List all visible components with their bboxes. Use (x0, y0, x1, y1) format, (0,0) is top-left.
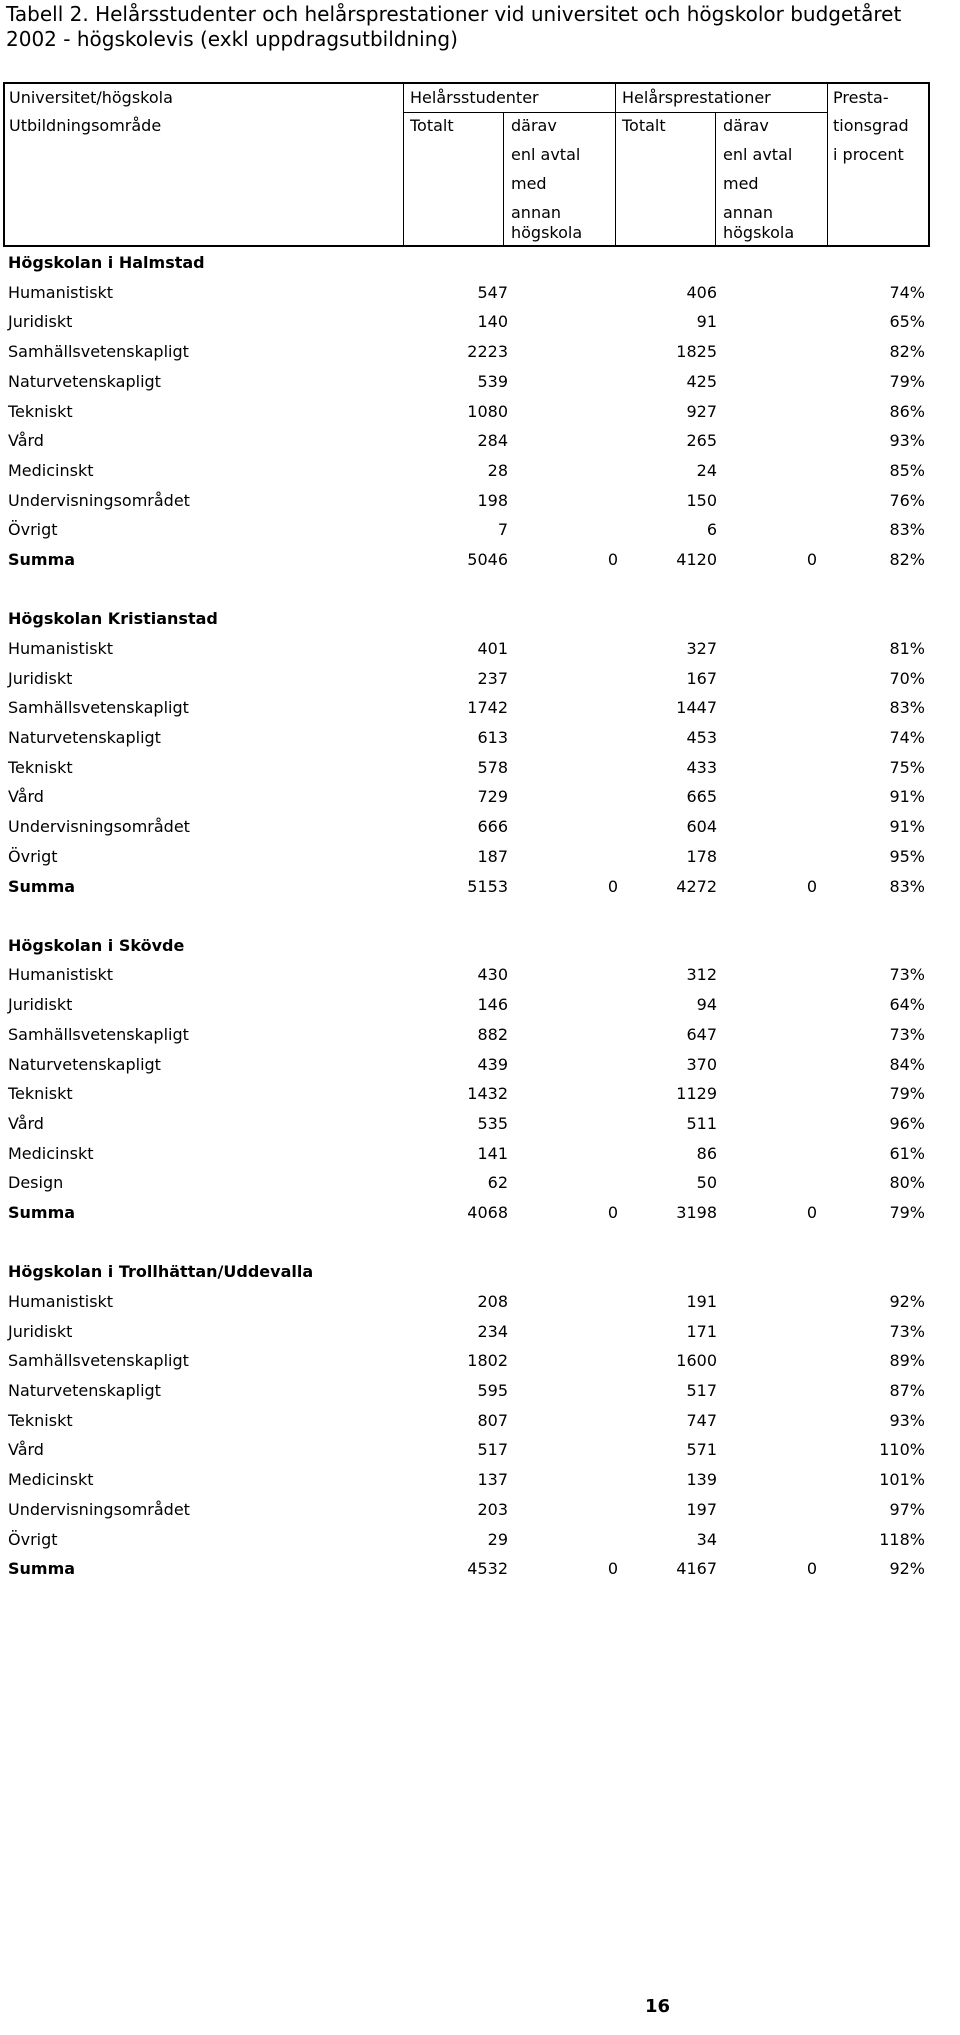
cell-hpr-total: 327 (686, 638, 717, 658)
col-header-sub: annan (511, 203, 562, 222)
cell-prestationsgrad: 74% (889, 282, 925, 302)
cell-prestationsgrad: 80% (889, 1173, 925, 1193)
cell-prestationsgrad: 79% (889, 371, 925, 391)
header-divider (615, 84, 616, 245)
cell-prestationsgrad: 91% (889, 787, 925, 807)
table-row (0, 1495, 960, 1525)
col-header-sub: annan (723, 203, 774, 222)
cell-hst-total: 5153 (467, 876, 508, 896)
cell-prestationsgrad: 74% (889, 728, 925, 747)
table-row (0, 1317, 960, 1347)
cell-prestationsgrad: 118% (879, 1529, 925, 1549)
cell-hpr-total: 265 (686, 431, 717, 451)
col-header-helarsprestationer: Helårsprestationer (622, 88, 771, 107)
table-row (0, 1109, 960, 1139)
table-row (0, 960, 960, 990)
summary-row (0, 545, 960, 575)
table-row (0, 1139, 960, 1169)
cell-hst-total: 198 (477, 490, 508, 510)
table-row (0, 1168, 960, 1198)
row-label: Humanistiskt (8, 282, 114, 302)
row-label: Samhällsvetenskapligt (8, 698, 189, 718)
cell-hst-total: 2223 (467, 342, 508, 362)
section-header (0, 248, 960, 278)
col-header-prestationsgrad: Presta- (833, 88, 889, 107)
cell-hpr-total: 24 (696, 460, 717, 480)
cell-hpr-total: 1600 (676, 1351, 717, 1371)
row-label: Tekniskt (8, 1084, 73, 1104)
cell-hpr-total: 6 (706, 520, 717, 540)
cell-hpr-total: 1447 (676, 698, 717, 718)
cell-prestationsgrad: 92% (889, 1559, 925, 1579)
cell-hst-total: 1080 (467, 401, 508, 421)
table-row (0, 723, 960, 753)
table-row (0, 753, 960, 783)
cell-hpr-total: 453 (686, 728, 717, 747)
row-label: Undervisningsområdet (8, 817, 190, 837)
table-row (0, 337, 960, 367)
cell-prestationsgrad: 64% (889, 995, 925, 1015)
cell-hst-total: 439 (477, 1054, 508, 1074)
cell-hst-total: 5046 (467, 550, 508, 569)
cell-hst-total: 141 (477, 1143, 508, 1163)
row-label: Övrigt (8, 520, 58, 540)
cell-hst-total: 666 (477, 817, 508, 837)
cell-hst-total: 517 (477, 1440, 508, 1460)
cell-hpr-total: 517 (686, 1381, 717, 1400)
table-row (0, 1287, 960, 1317)
row-label: Undervisningsområdet (8, 1499, 190, 1519)
section-header (0, 604, 960, 634)
cell-hpr-total: 1129 (676, 1084, 717, 1104)
row-label: Design (8, 1173, 64, 1193)
row-label: Summa (8, 550, 76, 569)
cell-hst-total: 146 (477, 995, 508, 1015)
cell-hst-total: 203 (477, 1499, 508, 1519)
cell-hpr-total: 747 (686, 1410, 717, 1430)
row-label: Medicinskt (8, 1143, 94, 1163)
row-label: Juridiskt (8, 995, 73, 1015)
table-title: Tabell 2. Helårsstudenter och helårsprestationer vid universitet och högskolor budgetåret 2002 - högskolevis (exkl uppdragsutbildning) (6, 2, 902, 51)
table-row (0, 367, 960, 397)
table-row (0, 1376, 960, 1406)
cell-prestationsgrad: 110% (879, 1440, 925, 1460)
row-label: Tekniskt (8, 401, 73, 421)
row-label: Vård (8, 1440, 44, 1460)
row-label: Juridiskt (8, 1321, 73, 1341)
table-row (0, 664, 960, 694)
section-header (0, 1257, 960, 1287)
cell-hst-total: 613 (477, 728, 508, 747)
section-header (0, 931, 960, 961)
cell-prestationsgrad: 61% (889, 1143, 925, 1163)
table-row (0, 397, 960, 427)
col-header-area: Utbildningsområde (9, 116, 162, 135)
table-row (0, 990, 960, 1020)
col-header-prestationsgrad: i procent (833, 145, 904, 164)
cell-hpr-total: 167 (686, 668, 717, 688)
cell-hst-total: 62 (487, 1173, 508, 1193)
table-row (0, 1525, 960, 1555)
section-title: Högskolan i Halmstad (8, 253, 205, 272)
cell-hst-total: 1432 (467, 1084, 508, 1104)
row-label: Tekniskt (8, 1410, 73, 1430)
table-row (0, 456, 960, 486)
header-divider (827, 84, 828, 245)
table-row (0, 1465, 960, 1495)
cell-prestationsgrad: 83% (889, 520, 925, 540)
row-label: Samhällsvetenskapligt (8, 342, 189, 362)
row-label: Humanistiskt (8, 965, 114, 985)
table-row (0, 1435, 960, 1465)
header-divider (503, 112, 504, 245)
cell-hpr-total: 571 (686, 1440, 717, 1460)
cell-hst-total: 137 (477, 1470, 508, 1490)
cell-hst-darav: 0 (607, 550, 618, 569)
cell-prestationsgrad: 86% (889, 401, 925, 421)
summary-row (0, 1554, 960, 1584)
cell-hst-total: 7 (497, 520, 508, 540)
cell-hpr-total: 433 (686, 757, 717, 777)
row-label: Övrigt (8, 1529, 58, 1549)
cell-prestationsgrad: 79% (889, 1203, 925, 1222)
cell-prestationsgrad: 75% (889, 757, 925, 777)
col-header-prestationsgrad: tionsgrad (833, 116, 909, 135)
cell-prestationsgrad: 91% (889, 817, 925, 837)
cell-hst-total: 547 (477, 282, 508, 302)
cell-hpr-total: 4120 (676, 550, 717, 569)
table-row (0, 1079, 960, 1109)
row-label: Naturvetenskapligt (8, 1054, 161, 1074)
cell-hpr-total: 4272 (676, 876, 717, 896)
cell-prestationsgrad: 81% (889, 638, 925, 658)
table-row (0, 1406, 960, 1436)
cell-prestationsgrad: 89% (889, 1351, 925, 1371)
cell-hst-total: 234 (477, 1321, 508, 1341)
cell-prestationsgrad: 95% (889, 846, 925, 866)
cell-hst-total: 187 (477, 846, 508, 866)
cell-hst-total: 578 (477, 757, 508, 777)
cell-prestationsgrad: 101% (879, 1470, 925, 1490)
cell-hst-total: 140 (477, 312, 508, 332)
col-header-sub: med (723, 174, 759, 193)
cell-prestationsgrad: 83% (889, 876, 925, 896)
row-label: Humanistiskt (8, 1291, 114, 1311)
cell-hst-total: 1742 (467, 698, 508, 718)
cell-prestationsgrad: 82% (889, 550, 925, 569)
cell-hpr-total: 4167 (676, 1559, 717, 1579)
table-row (0, 812, 960, 842)
col-header-sub: högskola (511, 223, 583, 242)
cell-prestationsgrad: 70% (889, 668, 925, 688)
col-header-darav: därav (511, 116, 557, 135)
cell-prestationsgrad: 73% (889, 1321, 925, 1341)
table-row (0, 1020, 960, 1050)
cell-hst-total: 807 (477, 1410, 508, 1430)
cell-hpr-total: 91 (696, 312, 717, 332)
row-label: Naturvetenskapligt (8, 371, 161, 391)
cell-hst-total: 430 (477, 965, 508, 985)
cell-prestationsgrad: 73% (889, 1024, 925, 1044)
header-divider (715, 112, 716, 245)
cell-hpr-total: 312 (686, 965, 717, 985)
cell-hpr-total: 50 (696, 1173, 717, 1193)
cell-prestationsgrad: 85% (889, 460, 925, 480)
row-label: Naturvetenskapligt (8, 1381, 161, 1400)
header-divider (403, 112, 827, 113)
row-label: Undervisningsområdet (8, 490, 190, 510)
cell-hst-total: 29 (487, 1529, 508, 1549)
row-label: Summa (8, 876, 76, 896)
table-row (0, 515, 960, 545)
cell-hpr-darav: 0 (806, 550, 817, 569)
cell-hpr-total: 927 (686, 401, 717, 421)
row-label: Samhällsvetenskapligt (8, 1024, 189, 1044)
cell-prestationsgrad: 79% (889, 1084, 925, 1104)
cell-prestationsgrad: 93% (889, 431, 925, 451)
cell-hst-total: 882 (477, 1024, 508, 1044)
cell-prestationsgrad: 84% (889, 1054, 925, 1074)
cell-hpr-total: 647 (686, 1024, 717, 1044)
cell-hst-total: 284 (477, 431, 508, 451)
cell-hpr-total: 94 (696, 995, 717, 1015)
cell-hpr-total: 191 (686, 1291, 717, 1311)
table-row (0, 307, 960, 337)
col-header-totalt: Totalt (622, 116, 666, 135)
cell-hpr-total: 1825 (676, 342, 717, 362)
row-label: Juridiskt (8, 668, 73, 688)
cell-hst-darav: 0 (607, 1559, 618, 1579)
cell-hst-total: 595 (477, 1381, 508, 1400)
cell-hst-darav: 0 (607, 876, 618, 896)
cell-hpr-darav: 0 (806, 1559, 817, 1579)
cell-prestationsgrad: 76% (889, 490, 925, 510)
table-row (0, 782, 960, 812)
cell-hst-total: 539 (477, 371, 508, 391)
row-label: Humanistiskt (8, 638, 114, 658)
cell-hpr-total: 86 (696, 1143, 717, 1163)
row-label: Samhällsvetenskapligt (8, 1351, 189, 1371)
cell-hpr-total: 511 (686, 1113, 717, 1133)
cell-hpr-total: 406 (686, 282, 717, 302)
section-title: Högskolan i Skövde (8, 935, 185, 955)
cell-hst-total: 1802 (467, 1351, 508, 1371)
table-row (0, 486, 960, 516)
col-header-helarsstudenter: Helårsstudenter (410, 88, 539, 107)
table-row (0, 278, 960, 308)
table-row (0, 634, 960, 664)
col-header-sub: enl avtal (723, 145, 793, 164)
table-header (3, 82, 930, 247)
row-label: Tekniskt (8, 757, 73, 777)
table-row (0, 1346, 960, 1376)
col-header-totalt: Totalt (410, 116, 454, 135)
col-header-sub: enl avtal (511, 145, 581, 164)
cell-hst-total: 237 (477, 668, 508, 688)
cell-hpr-total: 604 (686, 817, 717, 837)
row-label: Vård (8, 1113, 44, 1133)
cell-hpr-darav: 0 (806, 876, 817, 896)
cell-hpr-total: 171 (686, 1321, 717, 1341)
cell-prestationsgrad: 83% (889, 698, 925, 718)
cell-hpr-total: 3198 (676, 1203, 717, 1222)
col-header-sub: högskola (723, 223, 795, 242)
table-row (0, 426, 960, 456)
header-divider (403, 84, 404, 245)
table-row (0, 842, 960, 872)
cell-prestationsgrad: 96% (889, 1113, 925, 1133)
cell-prestationsgrad: 82% (889, 342, 925, 362)
cell-hst-total: 4068 (467, 1203, 508, 1222)
cell-hst-total: 208 (477, 1291, 508, 1311)
summary-row (0, 1198, 960, 1228)
row-label: Juridiskt (8, 312, 73, 332)
row-label: Summa (8, 1559, 76, 1579)
cell-hst-total: 401 (477, 638, 508, 658)
row-label: Medicinskt (8, 460, 94, 480)
section-title: Högskolan Kristianstad (8, 609, 218, 629)
cell-hpr-total: 34 (696, 1529, 717, 1549)
page-number: 16 (645, 1996, 671, 2017)
cell-hst-total: 729 (477, 787, 508, 807)
table-row (0, 693, 960, 723)
cell-prestationsgrad: 97% (889, 1499, 925, 1519)
row-label: Summa (8, 1203, 76, 1222)
cell-hpr-total: 197 (686, 1499, 717, 1519)
row-label: Naturvetenskapligt (8, 728, 161, 747)
cell-prestationsgrad: 87% (889, 1381, 925, 1400)
cell-hpr-darav: 0 (806, 1203, 817, 1222)
cell-hpr-total: 665 (686, 787, 717, 807)
row-label: Medicinskt (8, 1470, 94, 1490)
col-header-darav: därav (723, 116, 769, 135)
cell-hpr-total: 139 (686, 1470, 717, 1490)
cell-hst-darav: 0 (607, 1203, 618, 1222)
table-row (0, 1050, 960, 1080)
cell-prestationsgrad: 92% (889, 1291, 925, 1311)
cell-hst-total: 4532 (467, 1559, 508, 1579)
col-header-sub: med (511, 174, 547, 193)
cell-hst-total: 535 (477, 1113, 508, 1133)
section-title: Högskolan i Trollhättan/Uddevalla (8, 1262, 314, 1282)
cell-prestationsgrad: 73% (889, 965, 925, 985)
cell-hpr-total: 370 (686, 1054, 717, 1074)
row-label: Vård (8, 787, 44, 807)
cell-prestationsgrad: 65% (889, 312, 925, 332)
cell-hst-total: 28 (487, 460, 508, 480)
col-header-university: Universitet/högskola (9, 88, 173, 107)
cell-hpr-total: 150 (686, 490, 717, 510)
cell-hpr-total: 178 (686, 846, 717, 866)
summary-row (0, 872, 960, 902)
row-label: Övrigt (8, 846, 58, 866)
cell-prestationsgrad: 93% (889, 1410, 925, 1430)
cell-hpr-total: 425 (686, 371, 717, 391)
row-label: Vård (8, 431, 44, 451)
